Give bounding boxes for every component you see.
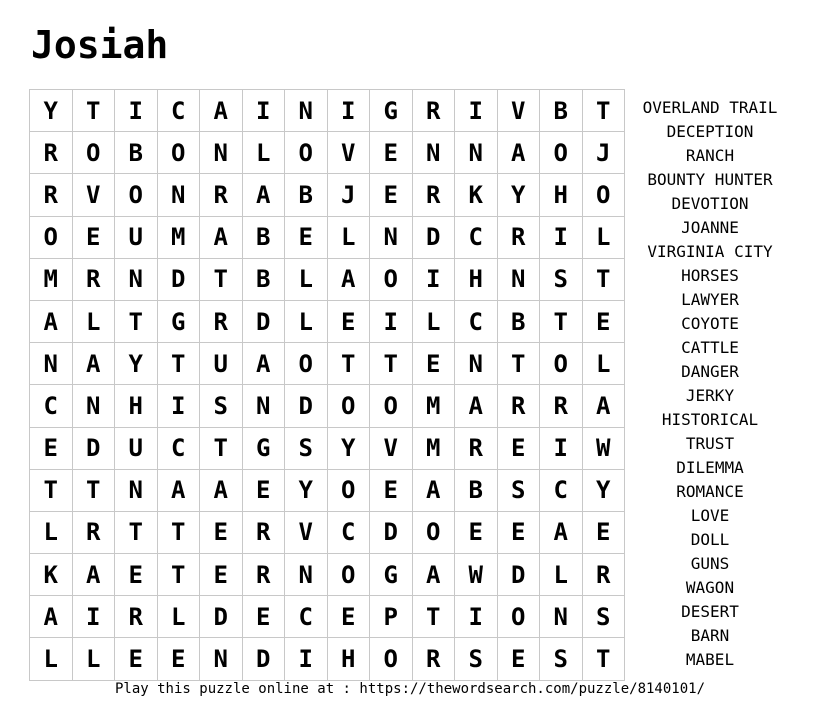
grid-cell[interactable]: L (327, 216, 370, 258)
grid-cell[interactable]: A (582, 385, 625, 427)
grid-cell[interactable]: U (200, 343, 243, 385)
grid-cell[interactable]: A (242, 343, 285, 385)
grid-cell[interactable]: O (370, 638, 413, 680)
word-list-item: DESERT (681, 602, 739, 621)
grid-cell[interactable]: S (582, 596, 625, 638)
grid-row (30, 300, 625, 342)
grid-cell[interactable]: I (285, 638, 328, 680)
grid-cell[interactable]: H (540, 174, 583, 216)
grid-cell[interactable]: E (582, 300, 625, 342)
grid-cell[interactable]: E (115, 554, 158, 596)
grid-cell[interactable]: H (327, 638, 370, 680)
grid-cell[interactable]: A (200, 216, 243, 258)
word-list-item: HISTORICAL (661, 410, 759, 429)
grid-cell[interactable]: N (497, 258, 540, 300)
grid-cell[interactable]: R (540, 385, 583, 427)
grid-row (30, 132, 625, 174)
grid-cell[interactable]: D (370, 511, 413, 553)
grid-cell[interactable]: W (582, 427, 625, 469)
grid-cell[interactable]: D (285, 385, 328, 427)
grid-cell[interactable]: H (455, 258, 498, 300)
grid-cell[interactable]: A (30, 596, 73, 638)
grid-cell[interactable]: H (115, 385, 158, 427)
grid-cell[interactable]: T (200, 258, 243, 300)
grid-cell[interactable]: T (540, 300, 583, 342)
grid-cell[interactable]: D (412, 216, 455, 258)
grid-cell[interactable]: C (455, 216, 498, 258)
grid-cell[interactable]: E (157, 638, 200, 680)
grid-cell[interactable]: T (72, 469, 115, 511)
word-list-item: JOANNE (681, 218, 739, 237)
grid-cell[interactable]: C (327, 511, 370, 553)
grid-cell[interactable]: N (115, 469, 158, 511)
word-list-item: MABEL (685, 650, 735, 669)
grid-cell[interactable]: E (497, 511, 540, 553)
grid-cell[interactable]: B (115, 132, 158, 174)
grid-cell[interactable]: I (455, 596, 498, 638)
puzzle-title: Josiah (31, 23, 169, 67)
grid-cell[interactable]: A (200, 469, 243, 511)
grid-cell[interactable]: O (327, 554, 370, 596)
grid-cell[interactable]: S (285, 427, 328, 469)
grid-cell[interactable]: I (455, 90, 498, 132)
grid-cell[interactable]: N (540, 596, 583, 638)
grid-cell[interactable]: I (115, 90, 158, 132)
word-list (620, 96, 800, 672)
grid-cell[interactable]: R (412, 638, 455, 680)
grid-cell[interactable]: R (242, 554, 285, 596)
grid-cell[interactable]: N (285, 554, 328, 596)
grid-cell[interactable]: T (157, 343, 200, 385)
grid-cell[interactable]: T (157, 554, 200, 596)
grid-cell[interactable]: S (540, 638, 583, 680)
grid-cell[interactable]: A (200, 90, 243, 132)
grid-cell[interactable]: E (30, 427, 73, 469)
grid-cell[interactable]: G (242, 427, 285, 469)
grid-cell[interactable]: E (72, 216, 115, 258)
grid-cell[interactable]: L (72, 300, 115, 342)
grid-cell[interactable]: N (455, 132, 498, 174)
grid-cell[interactable]: R (412, 90, 455, 132)
grid-cell[interactable]: I (157, 385, 200, 427)
grid-cell[interactable]: I (540, 427, 583, 469)
grid-cell[interactable]: A (497, 132, 540, 174)
grid-cell[interactable]: E (327, 596, 370, 638)
grid-cell[interactable]: R (242, 511, 285, 553)
grid-cell[interactable]: L (72, 638, 115, 680)
grid-cell[interactable]: M (30, 258, 73, 300)
grid-cell[interactable]: U (115, 427, 158, 469)
grid-cell[interactable]: E (242, 596, 285, 638)
word-list-item: WAGON (685, 578, 735, 597)
grid-cell[interactable]: B (242, 258, 285, 300)
grid-cell[interactable]: E (242, 469, 285, 511)
grid-cell[interactable]: T (582, 90, 625, 132)
grid-cell[interactable]: A (30, 300, 73, 342)
grid-cell[interactable]: R (497, 385, 540, 427)
grid-cell[interactable]: B (285, 174, 328, 216)
grid-cell[interactable]: O (285, 343, 328, 385)
grid-cell[interactable]: I (72, 596, 115, 638)
word-list-item: JERKY (685, 386, 735, 405)
word-list-item: DANGER (681, 362, 739, 381)
grid-cell[interactable]: L (285, 300, 328, 342)
grid-cell[interactable]: V (285, 511, 328, 553)
grid-cell[interactable]: A (455, 385, 498, 427)
grid-cell[interactable]: N (285, 90, 328, 132)
grid-cell[interactable]: O (540, 343, 583, 385)
grid-cell[interactable]: I (412, 258, 455, 300)
grid-cell[interactable]: N (370, 216, 413, 258)
grid-cell[interactable]: L (242, 132, 285, 174)
grid-cell[interactable]: Y (115, 343, 158, 385)
grid-cell[interactable]: R (72, 511, 115, 553)
grid-cell[interactable]: A (412, 554, 455, 596)
grid-cell[interactable]: O (370, 258, 413, 300)
grid-cell[interactable]: E (497, 638, 540, 680)
grid-cell[interactable]: D (497, 554, 540, 596)
grid-cell[interactable]: M (157, 216, 200, 258)
grid-cell[interactable]: K (30, 554, 73, 596)
grid-cell[interactable]: L (540, 554, 583, 596)
word-list-item: BOUNTY HUNTER (647, 170, 773, 189)
grid-cell[interactable]: D (242, 638, 285, 680)
grid-cell[interactable]: B (455, 469, 498, 511)
grid-row (30, 469, 625, 511)
word-list-item: TRUST (685, 434, 735, 453)
grid-cell[interactable]: E (200, 511, 243, 553)
grid-row (30, 174, 625, 216)
word-list-item: LAWYER (681, 290, 739, 309)
grid-cell[interactable]: E (370, 469, 413, 511)
grid-cell[interactable]: N (72, 385, 115, 427)
grid-cell[interactable]: N (115, 258, 158, 300)
grid-cell[interactable]: I (327, 90, 370, 132)
footer (0, 678, 820, 700)
grid-cell[interactable]: T (72, 90, 115, 132)
grid-cell[interactable]: S (200, 385, 243, 427)
grid-cell[interactable]: S (497, 469, 540, 511)
grid-cell[interactable]: A (242, 174, 285, 216)
grid-cell[interactable]: N (200, 638, 243, 680)
grid-cell[interactable]: O (157, 132, 200, 174)
grid-cell[interactable]: T (582, 258, 625, 300)
grid-cell[interactable]: C (30, 385, 73, 427)
grid-cell[interactable]: C (157, 427, 200, 469)
puzzle-link[interactable]: https://thewordsearch.com/puzzle/8140101/ (359, 681, 705, 697)
grid-cell[interactable]: Y (497, 174, 540, 216)
grid-cell[interactable]: P (370, 596, 413, 638)
grid-cell[interactable]: E (115, 638, 158, 680)
word-list-item: BARN (690, 626, 730, 645)
word-list-item: OVERLAND TRAIL (642, 98, 778, 117)
word-list-item: DILEMMA (676, 458, 744, 477)
grid-cell[interactable]: T (115, 300, 158, 342)
grid-cell[interactable]: O (115, 174, 158, 216)
grid-row (30, 427, 625, 469)
word-list-item: HORSES (681, 266, 739, 285)
grid-cell[interactable]: A (157, 469, 200, 511)
grid-cell[interactable]: L (582, 343, 625, 385)
grid-cell[interactable]: O (72, 132, 115, 174)
grid-cell[interactable]: S (540, 258, 583, 300)
grid-cell[interactable]: R (30, 174, 73, 216)
grid-cell[interactable]: R (455, 427, 498, 469)
grid-cell[interactable]: E (370, 132, 413, 174)
grid-cell[interactable]: R (72, 258, 115, 300)
grid-cell[interactable]: B (497, 300, 540, 342)
grid-cell[interactable]: O (582, 174, 625, 216)
grid-cell[interactable]: N (242, 385, 285, 427)
grid-cell[interactable]: C (540, 469, 583, 511)
grid-cell[interactable]: N (412, 132, 455, 174)
grid-cell[interactable]: M (412, 385, 455, 427)
grid-cell[interactable]: Y (30, 90, 73, 132)
grid-cell[interactable]: O (285, 132, 328, 174)
word-list-item: RANCH (685, 146, 735, 165)
grid-row (30, 596, 625, 638)
grid-row (30, 216, 625, 258)
grid-cell[interactable]: Y (582, 469, 625, 511)
grid-cell[interactable]: D (200, 596, 243, 638)
grid-cell[interactable]: E (412, 343, 455, 385)
grid-cell[interactable]: R (200, 300, 243, 342)
grid-cell[interactable]: V (497, 90, 540, 132)
grid-row (30, 638, 625, 680)
grid-cell[interactable]: N (30, 343, 73, 385)
grid-row (30, 385, 625, 427)
grid-cell[interactable]: T (370, 343, 413, 385)
grid-cell[interactable]: C (285, 596, 328, 638)
grid-cell[interactable]: O (497, 596, 540, 638)
grid-cell[interactable]: R (582, 554, 625, 596)
grid-cell[interactable]: E (370, 174, 413, 216)
grid-cell[interactable]: B (242, 216, 285, 258)
grid-cell[interactable]: R (497, 216, 540, 258)
grid-cell[interactable]: D (72, 427, 115, 469)
grid-cell[interactable]: L (412, 300, 455, 342)
grid-cell[interactable]: E (497, 427, 540, 469)
grid-cell[interactable]: T (115, 511, 158, 553)
grid-cell[interactable]: V (370, 427, 413, 469)
grid-cell[interactable]: R (30, 132, 73, 174)
grid-cell[interactable]: I (540, 216, 583, 258)
grid-cell[interactable]: G (370, 554, 413, 596)
grid-cell[interactable]: T (30, 469, 73, 511)
grid-cell[interactable]: N (455, 343, 498, 385)
grid-cell[interactable]: L (30, 511, 73, 553)
grid-row (30, 258, 625, 300)
grid-cell[interactable]: S (455, 638, 498, 680)
grid-cell[interactable]: L (30, 638, 73, 680)
word-list-item: DEVOTION (671, 194, 749, 213)
grid-cell[interactable]: Y (327, 427, 370, 469)
grid-cell[interactable]: G (370, 90, 413, 132)
grid-cell[interactable]: R (412, 174, 455, 216)
grid-cell[interactable]: T (157, 511, 200, 553)
grid-cell[interactable]: R (115, 596, 158, 638)
grid-cell[interactable]: E (455, 511, 498, 553)
word-list-item: DOLL (690, 530, 730, 549)
letter-grid[interactable] (29, 89, 625, 681)
grid-cell[interactable]: O (370, 385, 413, 427)
grid-cell[interactable]: E (285, 216, 328, 258)
grid-cell[interactable]: A (72, 343, 115, 385)
grid-cell[interactable]: A (72, 554, 115, 596)
grid-cell[interactable]: N (157, 174, 200, 216)
word-list-item: COYOTE (681, 314, 739, 333)
grid-cell[interactable]: I (242, 90, 285, 132)
word-list-item: DECEPTION (666, 122, 754, 141)
word-list-item: LOVE (690, 506, 730, 525)
grid-cell[interactable]: T (412, 596, 455, 638)
grid-cell[interactable]: L (157, 596, 200, 638)
word-list-item: GUNS (690, 554, 730, 573)
grid-cell[interactable]: T (497, 343, 540, 385)
grid-cell[interactable]: L (582, 216, 625, 258)
grid-row (30, 511, 625, 553)
grid-cell[interactable]: O (327, 385, 370, 427)
grid-cell[interactable]: O (540, 132, 583, 174)
grid-cell[interactable]: E (327, 300, 370, 342)
footer-prefix: Play this puzzle online at : (114, 681, 360, 697)
grid-cell[interactable]: E (200, 554, 243, 596)
grid-cell[interactable]: T (200, 427, 243, 469)
grid-cell[interactable]: L (285, 258, 328, 300)
grid-cell[interactable]: G (157, 300, 200, 342)
grid-cell[interactable]: A (540, 511, 583, 553)
grid-cell[interactable]: T (327, 343, 370, 385)
grid-cell[interactable]: A (327, 258, 370, 300)
grid-cell[interactable]: I (370, 300, 413, 342)
grid-cell[interactable]: N (200, 132, 243, 174)
grid-cell[interactable]: E (582, 511, 625, 553)
grid-row (30, 343, 625, 385)
grid-cell[interactable]: U (115, 216, 158, 258)
grid-cell[interactable]: O (327, 469, 370, 511)
grid-cell[interactable]: C (455, 300, 498, 342)
word-list-item: VIRGINIA CITY (647, 242, 773, 261)
grid-cell[interactable]: B (540, 90, 583, 132)
grid-row (30, 554, 625, 596)
grid-cell[interactable]: K (455, 174, 498, 216)
grid-cell[interactable]: T (582, 638, 625, 680)
grid-row (30, 90, 625, 132)
grid-cell[interactable]: R (200, 174, 243, 216)
word-list-item: CATTLE (681, 338, 739, 357)
word-list-item: ROMANCE (676, 482, 744, 501)
grid-cell[interactable]: J (582, 132, 625, 174)
grid-cell[interactable]: C (157, 90, 200, 132)
grid-cell[interactable]: V (72, 174, 115, 216)
grid-cell[interactable]: D (157, 258, 200, 300)
grid-cell[interactable]: A (412, 469, 455, 511)
grid-cell[interactable]: D (242, 300, 285, 342)
grid-cell[interactable]: W (455, 554, 498, 596)
grid-cell[interactable]: V (327, 132, 370, 174)
grid-cell[interactable]: O (30, 216, 73, 258)
grid-cell[interactable]: J (327, 174, 370, 216)
grid-cell[interactable]: O (412, 511, 455, 553)
grid-cell[interactable]: M (412, 427, 455, 469)
grid-cell[interactable]: Y (285, 469, 328, 511)
